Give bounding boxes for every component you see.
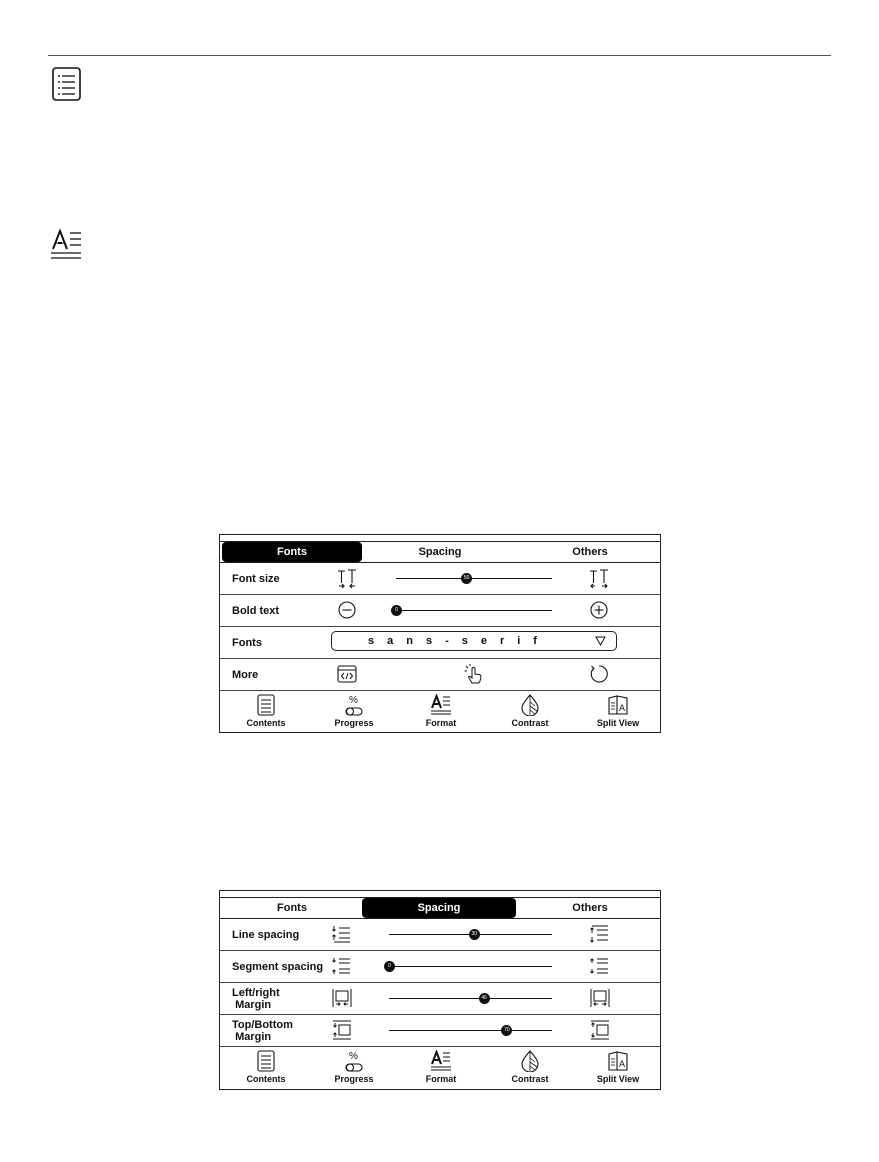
font-size-decrease-icon[interactable] [336,567,358,589]
nav-contrast[interactable] [490,694,570,728]
line-spacing-row [220,919,660,951]
split-view-icon [607,694,629,716]
tab-fonts[interactable]: Fonts [222,542,362,562]
contents-icon [255,1050,277,1072]
svg-text:%: % [349,1051,358,1062]
tab-bar [220,897,660,919]
left-right-margin-label-line1: Left/right [232,986,280,999]
top-bottom-margin-label [232,1015,293,1046]
nav-progress-label: Progress [334,1074,374,1084]
segment-spacing-increase-icon[interactable] [589,955,611,977]
code-view-icon[interactable] [336,663,358,685]
left-right-margin-label [232,983,280,1014]
contents-list-icon [52,67,81,101]
tab-bar [220,541,660,563]
line-spacing-increase-icon[interactable] [589,923,611,945]
bold-text-row [220,595,660,627]
svg-text:A: A [619,703,626,713]
line-spacing-slider[interactable] [389,931,552,937]
bold-text-slider[interactable] [395,607,552,613]
font-family-select[interactable] [331,631,617,651]
line-spacing-label: Line spacing [232,928,300,941]
page-header-rule [48,55,831,56]
contrast-icon [519,1050,541,1072]
bold-text-label: Bold text [232,604,280,617]
vertical-margin-decrease-icon[interactable] [331,1019,353,1041]
nav-contrast-label: Contrast [511,718,549,728]
nav-contents-label: Contents [246,1074,286,1084]
top-bottom-margin-label-line1: Top/Bottom [232,1018,293,1031]
font-size-label: Font size [232,572,280,585]
dropdown-triangle-icon [595,636,606,646]
segment-spacing-decrease-icon[interactable] [331,955,353,977]
nav-contrast[interactable] [490,1050,570,1084]
font-size-row [220,563,660,595]
nav-format[interactable] [401,694,481,728]
nav-split-view-label: Split View [596,1074,640,1084]
left-right-margin-slider[interactable] [389,995,552,1001]
nav-format-label: Format [425,718,457,728]
line-spacing-decrease-icon[interactable] [331,923,353,945]
more-row [220,659,660,691]
tab-spacing[interactable]: Spacing [362,898,516,918]
svg-text:%: % [349,695,358,706]
bold-text-knob[interactable]: 0 [391,605,402,616]
font-family-value: sans-serif [368,635,550,647]
minus-circle-icon[interactable] [336,599,358,621]
format-icon [430,694,452,716]
nav-split-view[interactable] [578,1050,658,1084]
horizontal-margin-increase-icon[interactable] [589,987,611,1009]
nav-contents[interactable] [226,694,306,728]
format-icon [430,1050,452,1072]
line-spacing-knob[interactable]: 30 [469,929,480,940]
nav-contents-label: Contents [246,718,286,728]
left-right-margin-row [220,983,660,1015]
font-size-knob[interactable]: 50 [461,573,472,584]
tab-others[interactable]: Others [572,902,608,914]
segment-spacing-row [220,951,660,983]
top-bottom-margin-label-line2: Margin [235,1030,272,1043]
tab-fonts[interactable]: Fonts [277,902,307,914]
nav-split-view[interactable] [578,694,658,728]
tab-spacing[interactable]: Spacing [418,546,462,558]
nav-progress[interactable] [314,694,394,728]
contrast-icon [519,694,541,716]
segment-spacing-slider[interactable] [388,963,552,969]
format-panel-spacing [219,890,661,1090]
format-text-icon [50,228,82,260]
nav-progress[interactable] [314,1050,394,1084]
bottom-navigation [220,691,660,733]
format-panel-fonts [219,534,661,733]
left-right-margin-label-line2: Margin [235,998,272,1011]
top-bottom-margin-slider[interactable] [389,1027,552,1033]
nav-contrast-label: Contrast [511,1074,549,1084]
progress-icon [343,1050,365,1072]
segment-spacing-knob[interactable]: 0 [384,961,395,972]
contents-icon [255,694,277,716]
svg-text:A: A [619,1059,626,1069]
segment-spacing-label: Segment spacing [232,960,324,973]
tab-others[interactable]: Others [572,546,608,558]
font-size-increase-icon[interactable] [588,567,610,589]
vertical-margin-increase-icon[interactable] [589,1019,611,1041]
nav-split-view-label: Split View [596,718,640,728]
top-bottom-margin-row [220,1015,660,1047]
split-view-icon [607,1050,629,1072]
gesture-hand-icon[interactable] [463,663,485,685]
nav-format[interactable] [401,1050,481,1084]
reset-icon[interactable] [588,663,610,685]
left-right-margin-knob[interactable]: 46 [479,993,490,1004]
fonts-label: Fonts [232,636,262,649]
nav-contents[interactable] [226,1050,306,1084]
fonts-row [220,627,660,659]
nav-progress-label: Progress [334,718,374,728]
nav-format-label: Format [425,1074,457,1084]
bottom-navigation [220,1047,660,1089]
top-bottom-margin-knob[interactable]: 70 [501,1025,512,1036]
horizontal-margin-decrease-icon[interactable] [331,987,353,1009]
progress-icon [343,694,365,716]
font-size-slider[interactable] [396,575,552,581]
more-label: More [232,668,259,681]
plus-circle-icon[interactable] [588,599,610,621]
